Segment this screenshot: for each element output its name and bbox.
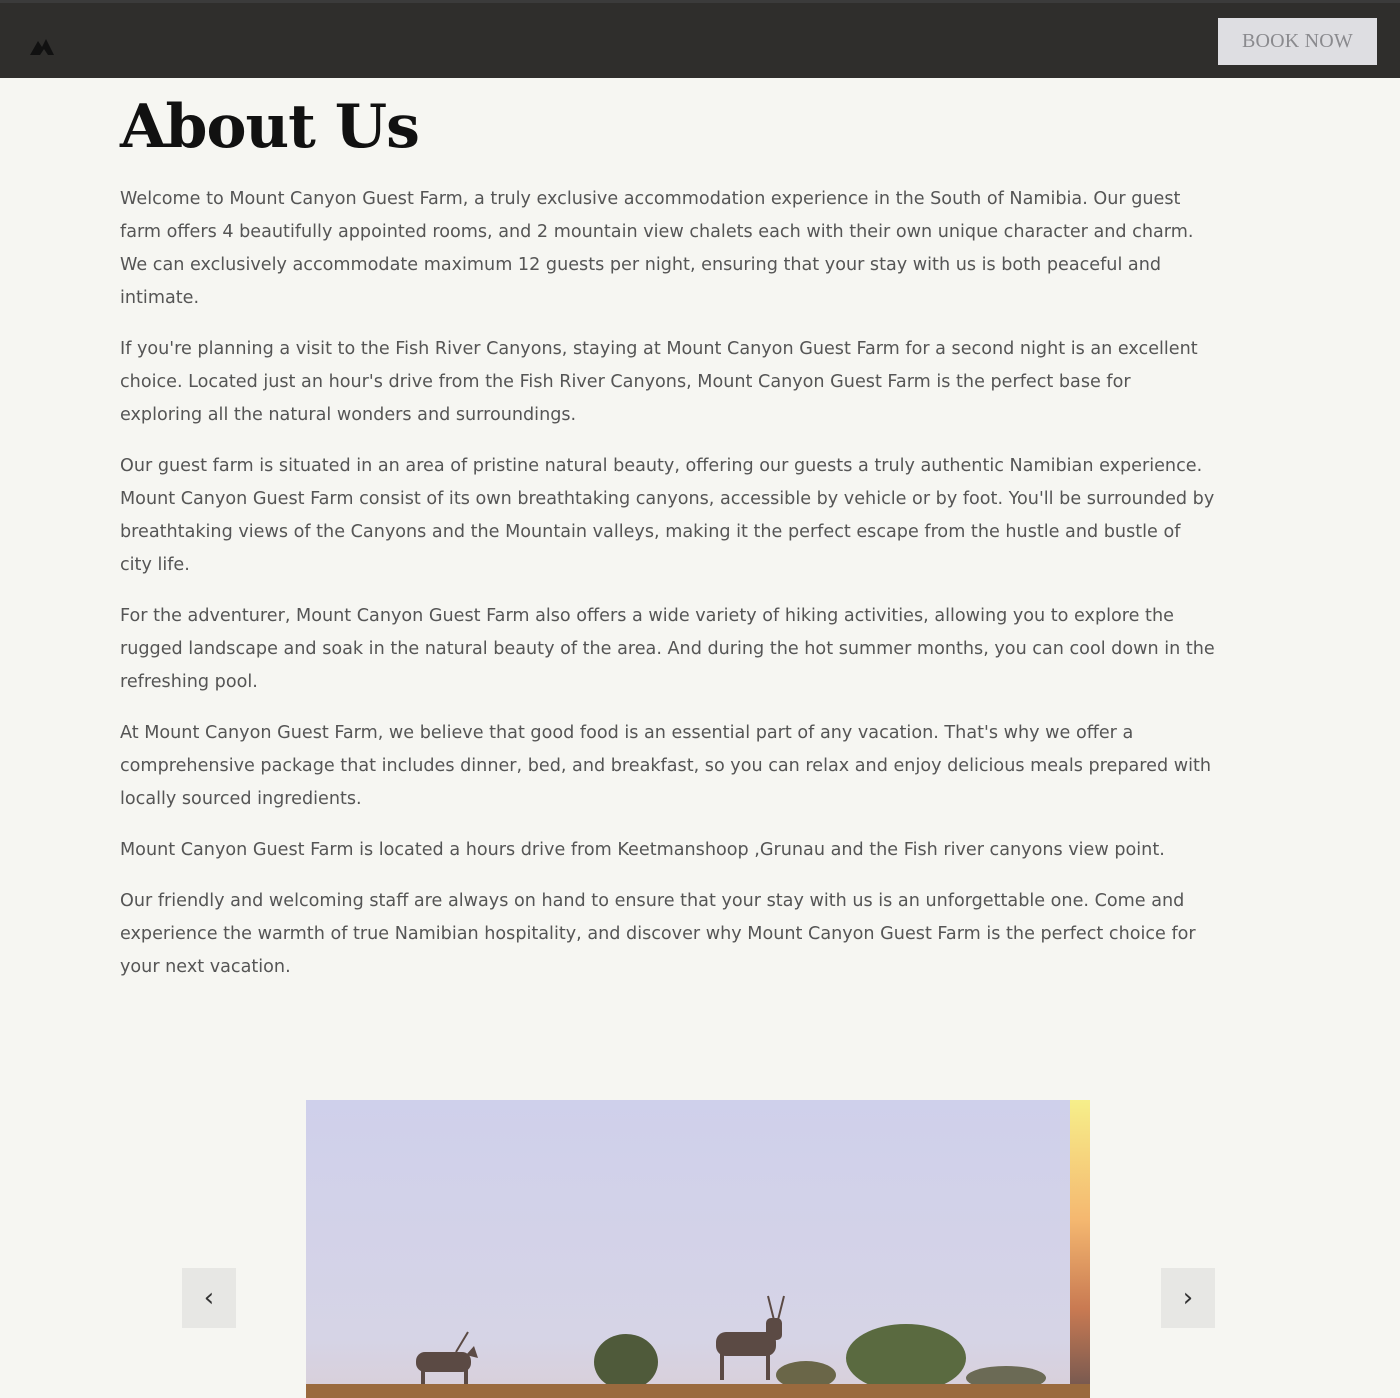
ground: [306, 1384, 1090, 1398]
logo-icon[interactable]: [26, 35, 58, 59]
carousel-image-oryx: [306, 1100, 1090, 1398]
landscape-silhouette: [306, 1100, 1090, 1398]
top-nav-bar: [0, 0, 1400, 78]
about-paragraph: At Mount Canyon Guest Farm, we believe that good food is an essential part of any vacation. That's why we offer a comprehensive package that includes dinner, bed, and breakfast, so you can relax and enjoy delicious meals prepared with locally sourced ingredients.: [120, 723, 1212, 809]
about-paragraph: Mount Canyon Guest Farm is located a hours drive from Keetmanshoop ,Grunau and the Fish river canyons view point.: [120, 840, 1165, 860]
about-paragraph: Welcome to Mount Canyon Guest Farm, a truly exclusive accommodation experience in the South of Namibia. Our guest farm offers 4 beautifully appointed rooms, and 2 mountain view chalets each with their own unique character and charm. We can exclusively accommodate maximum 12 guests per night, ensuring that your stay with us is both peaceful and intimate.: [120, 189, 1194, 308]
chevron-right-icon: ›: [1182, 1283, 1194, 1313]
book-now-button[interactable]: BOOK NOW: [1218, 18, 1377, 65]
about-paragraph: Our friendly and welcoming staff are always on hand to ensure that your stay with us is an unforgettable one. Come and experience the warmth of true Namibian hospitality, and discover why Mount Canyon Guest Farm is the perfect choice for your next vacation.: [120, 891, 1196, 977]
chevron-left-icon: ‹: [203, 1283, 215, 1313]
about-paragraph: If you're planning a visit to the Fish River Canyons, staying at Mount Canyon Guest Farm for a second night is an excellent choice. Located just an hour's drive from the Fish River Canyons, Mount Canyon Guest Farm is the perfect base for exploring all the natural wonders and surroundings.: [120, 339, 1198, 425]
about-paragraph: Our guest farm is situated in an area of pristine natural beauty, offering our guests a truly authentic Namibian experience. Mount Canyon Guest Farm consist of its own breathtaking canyons, accessible by vehicle or by foot. You'll be surrounded by breathtaking views of the Canyons and the Mountain valleys, making it the perfect escape from the hustle and bustle of city life.: [120, 456, 1215, 575]
carousel-next-button[interactable]: [1161, 1268, 1215, 1328]
page-title: About Us: [120, 92, 419, 162]
about-paragraph: For the adventurer, Mount Canyon Guest Farm also offers a wide variety of hiking activities, allowing you to explore the rugged landscape and soak in the natural beauty of the area. And during the hot summer months, you can cool down in the refreshing pool.: [120, 606, 1215, 692]
image-carousel: [0, 1090, 1400, 1398]
carousel-prev-button[interactable]: [182, 1268, 236, 1328]
about-content: [120, 183, 1215, 1002]
